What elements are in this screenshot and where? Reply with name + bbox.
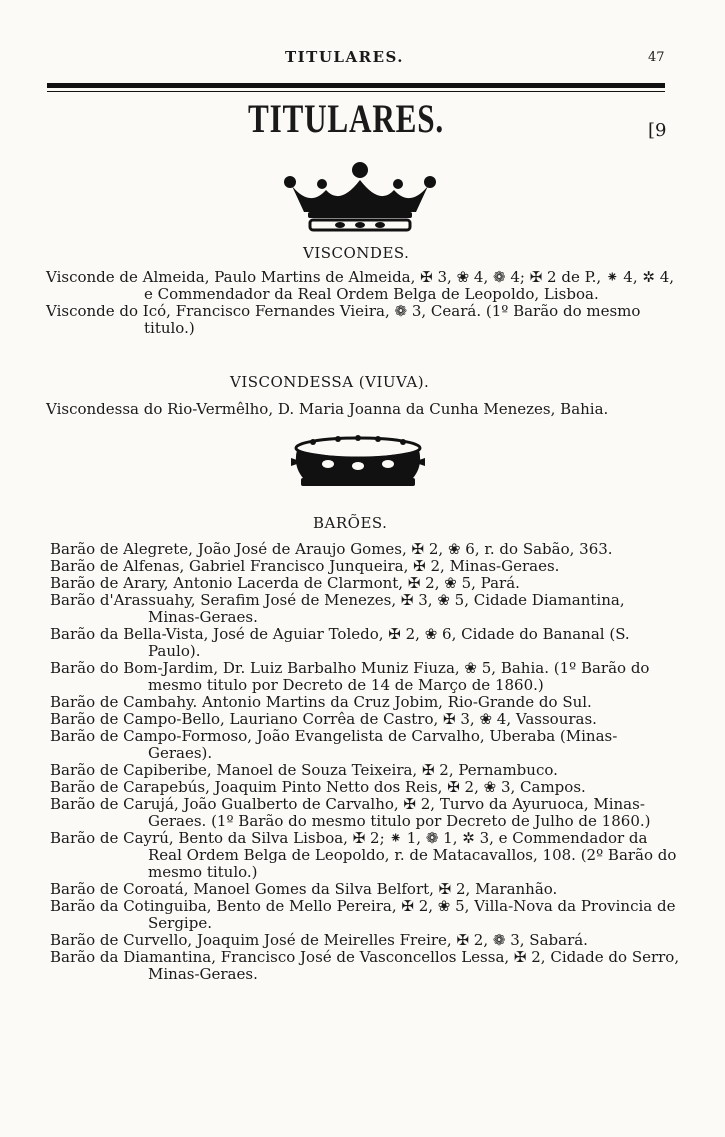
page-number: 47 [648, 50, 665, 65]
list-item: Barão de Curvello, Joaquim José de Meirelles Freire, ✠ 2, ❁ 3, Sabará. [50, 931, 588, 949]
baroes-list [50, 541, 680, 983]
thin-rule [47, 91, 665, 92]
list-item: Barão de Arary, Antonio Lacerda de Clarmont, ✠ 2, ❀ 5, Pará. [50, 574, 520, 592]
list-item: Barão de Carapebús, Joaquim Pinto Netto dos Reis, ✠ 2, ❀ 3, Campos. [50, 778, 586, 796]
viscondes-heading: VISCONDES. [303, 244, 410, 262]
viscondes-list [46, 269, 676, 337]
list-item: Barão da Bella-Vista, José de Aguiar Toledo, ✠ 2, ❀ 6, Cidade do Bananal (S. Paulo). [50, 625, 630, 660]
list-item: Barão de Alfenas, Gabriel Francisco Junqueira, ✠ 2, Minas-Geraes. [50, 557, 560, 575]
list-item: Barão da Cotinguiba, Bento de Mello Pereira, ✠ 2, ❀ 5, Villa-Nova da Provincia de Sergipe. [50, 897, 676, 932]
list-item: Barão de Alegrete, João José de Araujo Gomes, ✠ 2, ❀ 6, r. do Sabão, 363. [50, 540, 613, 558]
list-item: Barão de Capiberibe, Manoel de Souza Teixeira, ✠ 2, Pernambuco. [50, 761, 558, 779]
viscondessa-list [46, 401, 686, 418]
list-item: Barão de Cambahy. Antonio Martins da Cruz Jobim, Rio-Grande do Sul. [50, 693, 592, 711]
baron-coronet-icon [283, 432, 433, 496]
thick-rule [47, 83, 665, 88]
baroes-heading: BARÕES. [313, 514, 388, 532]
list-item: Barão d'Arassuahy, Serafim José de Menezes, ✠ 3, ❀ 5, Cidade Diamantina, Minas-Geraes. [50, 591, 625, 626]
list-item: Viscondessa do Rio-Vermêlho, D. Maria Joanna da Cunha Menezes, Bahia. [46, 400, 609, 418]
running-title: TITULARES. [285, 48, 405, 66]
running-head [0, 44, 725, 68]
list-item: Barão da Diamantina, Francisco José de Vasconcellos Lessa, ✠ 2, Cidade do Serro, Minas-Geraes. [50, 948, 680, 983]
list-item: Barão de Campo-Bello, Lauriano Corrêa de Castro, ✠ 3, ❀ 4, Vassouras. [50, 710, 597, 728]
list-item: Barão do Bom-Jardim, Dr. Luiz Barbalho Muniz Fiuza, ❀ 5, Bahia. (1º Barão do mesmo titulo por Decreto de 14 de Março de 1860.) [50, 659, 650, 694]
list-item: Visconde do Icó, Francisco Fernandes Vieira, ❁ 3, Ceará. (1º Barão do mesmo titulo.) [46, 302, 641, 337]
list-item: Barão de Cayrú, Bento da Silva Lisboa, ✠ 2; ⁕ 1, ❁ 1, ✲ 3, e Commendador da Real Ordem Belga de Leopoldo, r. de Matacavallos, 108. (2º Barão do mesmo titulo.) [50, 829, 677, 881]
viscondessa-heading: VISCONDESSA (VIUVA). [230, 373, 430, 391]
list-item: Barão de Campo-Formoso, João Evangelista de Carvalho, Uberaba (Minas-Geraes). [50, 727, 618, 762]
main-title: TITULARES. [248, 96, 444, 141]
margin-mark: [9 [648, 120, 667, 141]
list-item: Barão de Carujá, João Gualberto de Carvalho, ✠ 2, Turvo da Ayuruoca, Minas-Geraes. (1º Barão do mesmo titulo por Decreto de Julho de 1860.) [50, 795, 651, 830]
list-item: Visconde de Almeida, Paulo Martins de Almeida, ✠ 3, ❀ 4, ❁ 4; ✠ 2 de P., ⁕ 4, ✲ 4, e Commendador da Real Ordem Belga de Leopoldo, Lisboa. [46, 268, 675, 303]
list-item: Barão de Coroatá, Manoel Gomes da Silva Belfort, ✠ 2, Maranhão. [50, 880, 558, 898]
viscount-coronet-icon [280, 160, 440, 236]
